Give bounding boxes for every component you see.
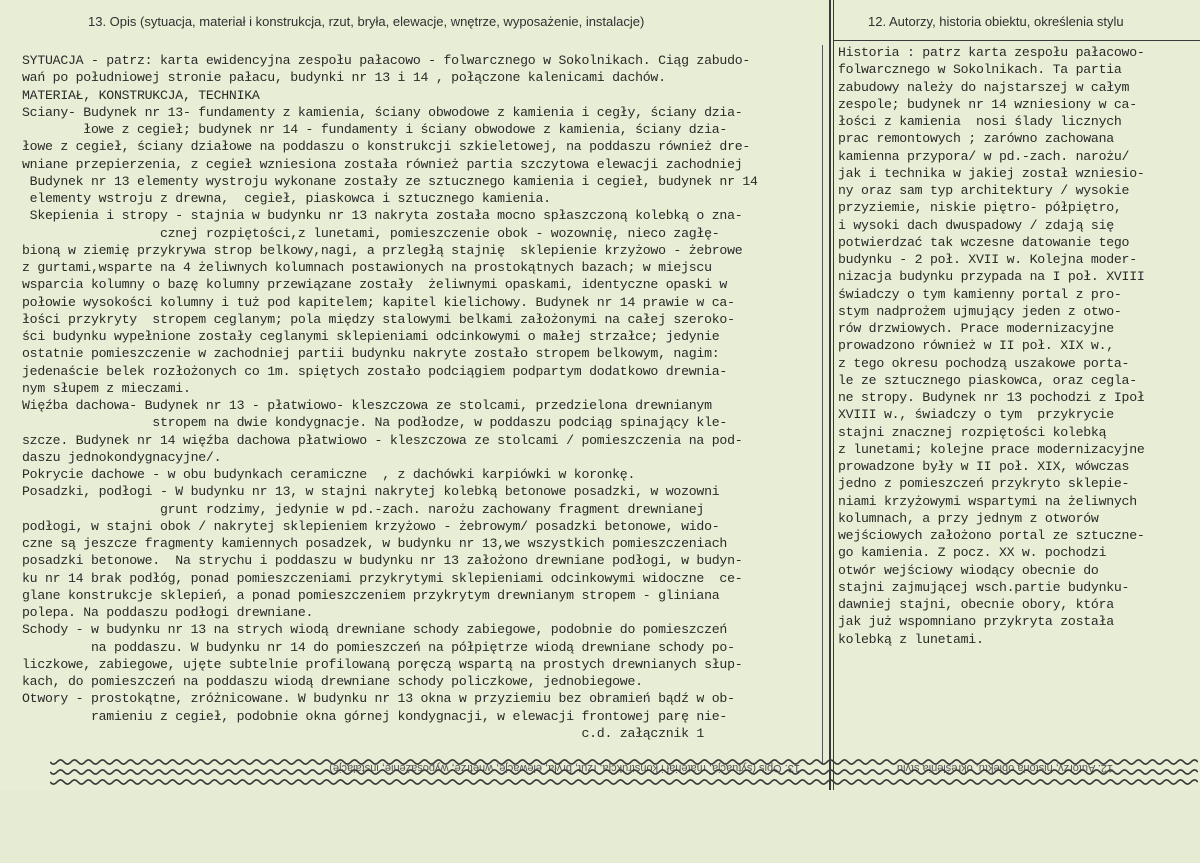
history-line: le ze sztucznego piaskowca, oraz cegla- xyxy=(838,372,1137,388)
history-line: ny oraz sam typ architektury / wysokie xyxy=(838,183,1130,198)
left-margin-rule xyxy=(822,45,823,765)
history-line: jedno z pomieszczeń przykryto sklepie- xyxy=(838,476,1130,492)
description-line: liczkowe, zabiegowe, ujęte subtelnie profilowaną poręczą wspartą na prostych drewnianych słup- xyxy=(22,656,743,672)
description-line: podłogi, w stajni obok / nakrytej sklepieniem krzyżowo - żebrowym/ posadzki betonowe, wido- xyxy=(22,518,720,534)
history-line: rów drzwiowych. Prace modernizacyjne xyxy=(838,321,1114,336)
description-line: stropem na dwie kondygnacje. Na podłodze, w poddaszu podciąg spinający kle- xyxy=(22,415,728,431)
history-line: świadczy o tym kamienny portal z pro- xyxy=(838,286,1122,302)
history-line: folwarcznego w Sokolnikach. Ta partia xyxy=(838,62,1122,78)
history-line: nizacja budynku przypada na I poł. XVIII xyxy=(838,269,1145,285)
description-line: wniane przepierzenia, z cegieł wzniesiona została również partia szczytowa elewacji zachodniej xyxy=(22,156,743,172)
description-line: Budynek nr 13 elementy wystroju wykonane zostały ze sztucznego kamienia i cegieł, budynek nr 14 xyxy=(22,173,758,189)
history-line: stym nadprożem ujmujący jeden z otwo- xyxy=(838,303,1122,319)
description-line: SYTUACJA - patrz: karta ewidencyjna zespołu pałacowo - folwarcznego w Sokolnikach. Ciąg zabudo- xyxy=(22,53,751,68)
description-line: ku nr 14 brak podłóg, ponad pomieszczeniami przykrytymi sklepieniami odcinkowymi widoczne ce- xyxy=(22,570,743,586)
column-divider-2 xyxy=(833,0,834,790)
description-line: łowe z cegieł; budynek nr 14 - fundamenty i ściany obwodowe z kamienia, ściany dzia- xyxy=(22,122,728,137)
description-line: bioną w ziemię przykrywa strop belkowy,nagi, a przległą stajnię sklepienie krzyżowo - żebrowe xyxy=(22,242,743,258)
description-line: nym słupem z mieczami. xyxy=(22,380,191,396)
history-line: stajni zajmującej wsch.partie budynku- xyxy=(838,579,1130,595)
description-line: ostatnie pomieszczenie w zachodniej partii budynku nakryte zostało stropem belkowym, nagim: xyxy=(22,346,720,362)
history-line: otwór wejściowy wiodący obecnie do xyxy=(838,562,1099,578)
history-line: go kamienia. Z pocz. XX w. pochodzi xyxy=(838,545,1107,561)
description-line: glane konstrukcje sklepień, a ponad pomieszczeniem przykrytym drewnianym stropem - gliniana xyxy=(22,587,720,603)
description-line: na poddaszu. W budynku nr 14 do pomieszczeń na półpiętrze wiodą drewniane schody po- xyxy=(22,639,735,655)
description-line: kach, do pomieszczeń na poddaszu wiodą drewniane schody policzkowe, jednobiegowe. xyxy=(22,674,643,689)
description-line: Posadzki, podłogi - W budynku nr 13, w stajni nakrytej kolebką betonowe posadzki, w wozowni xyxy=(22,484,720,500)
right-header-rule xyxy=(834,40,1200,41)
history-line: zabudowy należy do najstarszej w całym xyxy=(838,79,1130,95)
history-line: prowadzono również w II poł. XIX w., xyxy=(838,338,1114,354)
description-line: posadzki betonowe. Na strychu i poddaszu w budynku nr 13 założono drewniane podłogi, w budyn- xyxy=(22,553,743,569)
description-line: połowie wysokości kolumny i tuż pod kapitelem; kapitel kielichowy. Budynek nr 14 prawie w ca- xyxy=(22,294,735,310)
section-12-header: 12. Autorzy, historia obiektu, określenia stylu xyxy=(868,14,1124,29)
description-line: elementy wstroju z drewna, cegieł, piaskowca i sztucznego kamienia. xyxy=(22,191,551,206)
history-line: zespole; budynek nr 14 wzniesiony w ca- xyxy=(838,96,1137,112)
column-divider-1 xyxy=(829,0,831,790)
description-line: grunt rodzimy, jedynie w pd.-zach. narożu zachowany fragment drewnianej xyxy=(22,501,705,517)
history-line: ne stropy. Budynek nr 13 pochodzi z Ipoł xyxy=(838,390,1145,405)
history-line: Historia : patrz karta zespołu pałacowo- xyxy=(838,45,1145,60)
history-line: potwierdzać tak wczesne datowanie tego xyxy=(838,234,1130,250)
description-line: ści budynku wypełnione zostały ceglanymi sklepieniami odcinkowymi o małej strzałce; jedynie xyxy=(22,329,720,344)
history-line: z tego okresu pochodzą uszakowe porta- xyxy=(838,355,1130,371)
section-13-header: 13. Opis (sytuacja, materiał i konstrukcja, rzut, bryła, elewacje, wnętrze, wyposażenie, instalacje) xyxy=(88,14,645,29)
history-line: stajni znacznej rozpiętości kolebką xyxy=(838,424,1107,440)
history-line: i wysoki dach dwuspadowy / zdają się xyxy=(838,217,1114,233)
description-line: szcze. Budynek nr 14 więźba dachowa płatwiowo - kleszczowa ze stolcami / pomieszczenia na pod- xyxy=(22,432,743,448)
description-line: Więźba dachowa- Budynek nr 13 - płatwiowo- kleszczowa ze stolcami, przedzielona drewnianym xyxy=(22,398,712,413)
description-line: Schody - w budynku nr 13 na strych wiodą drewniane schody zabiegowe, podobnie do pomieszczeń xyxy=(22,622,728,638)
description-line: czne są jeszcze fragmenty kamiennych posadzek, w budynku nr 13,we wszystkich pomieszczeniach xyxy=(22,536,728,551)
history-line: dawniej stajni, obecnie obory, która xyxy=(838,597,1114,612)
description-text xyxy=(22,52,822,742)
mirrored-footer-right: 12. Autorzy, historia obiektu, określenia stylu xyxy=(896,762,1114,774)
history-line: wejściowych założono portal ze sztuczne- xyxy=(838,528,1145,543)
history-line: XVIII w., świadczy o tym przykrycie xyxy=(838,407,1114,423)
description-line: daszu jednokondygnacyjne/. xyxy=(22,449,222,465)
history-line: prac remontowych ; zarówno zachowana xyxy=(838,131,1114,147)
history-text xyxy=(838,44,1198,648)
description-line: MATERIAŁ, KONSTRUKCJA, TECHNIKA xyxy=(22,87,260,103)
history-line: przyziemie, niskie piętro- półpiętro, xyxy=(838,200,1122,216)
history-line: jak już wspomniano przykryta została xyxy=(838,614,1114,630)
description-line: jedenaście belek rozłożonych co 1m. spiętych zostało podciągiem podpartym dodatkowo drewnia- xyxy=(22,363,728,379)
description-line: Skepienia i stropy - stajnia w budynku nr 13 nakryta została mocno spłaszczoną kolebką o zna- xyxy=(22,208,743,224)
history-line: jak i technika w jakiej został wzniesio- xyxy=(838,165,1145,181)
history-line: budynku - 2 poł. XVII w. Kolejna moder- xyxy=(838,252,1137,267)
history-line: prowadzone były w II poł. XIX, wówczas xyxy=(838,459,1130,474)
history-line: z lunetami; kolejne prace modernizacyjne xyxy=(838,441,1145,457)
history-line: kamienna przypora/ w pd.-zach. narożu/ xyxy=(838,148,1130,164)
history-line: kolumnach, a przy jednym z otworów xyxy=(838,510,1099,526)
description-line: Otwory - prostokątne, zróżnicowane. W budynku nr 13 okna w przyziemiu bez obramień bądź w ob- xyxy=(22,691,735,707)
description-line: c.d. załącznik 1 xyxy=(22,725,705,741)
description-line: Pokrycie dachowe - w obu budynkach ceramiczne , z dachówki karpiówki w koronkę. xyxy=(22,467,636,482)
description-line: wań po południowej stronie pałacu, budynki nr 13 i 14 , połączone kalenicami dachów. xyxy=(22,70,666,86)
description-line: polepa. Na poddaszu podłogi drewniane. xyxy=(22,605,314,620)
card-bottom-margin xyxy=(0,790,1200,863)
description-line: ramieniu z cegieł, podobnie okna górnej kondygnacji, w elewacji frontowej parę nie- xyxy=(22,708,728,724)
history-line: niami krzyżowymi wspartymi na żeliwnych xyxy=(838,493,1137,509)
mirrored-footer-left: 13. Opis (sytuacja, materiał i konstrukcja, rzut, bryła, elewacje, wnętrze, wyposażenie, instalacje) xyxy=(329,762,800,774)
description-line: łowe z cegieł, ściany działowe na poddaszu o konstrukcji szkieletowej, na poddaszu również dre- xyxy=(22,139,751,155)
description-line: Sciany- Budynek nr 13- fundamenty z kamienia, ściany obwodowe z kamienia i cegły, ściany dzia- xyxy=(22,104,743,120)
history-line: łości z kamienia nosi ślady licznych xyxy=(838,114,1122,129)
description-line: wsparcia kolumny o bazę kolumny przewiązane zostały żeliwnymi opaskami, identyczne opaski w xyxy=(22,277,728,293)
description-line: cznej rozpiętości,z lunetami, pomieszczenie obok - wozownię, nieco zagłę- xyxy=(22,225,720,241)
description-line: łości przykryty stropem ceglanym; pola między stalowymi belkami założonymi na całej szeroko- xyxy=(22,311,735,327)
description-line: z gurtami,wsparte na 4 żeliwnych kolumnach postawionych na prostokątnych bazach; w miejscu xyxy=(22,260,712,275)
history-line: kolebką z lunetami. xyxy=(838,631,984,647)
